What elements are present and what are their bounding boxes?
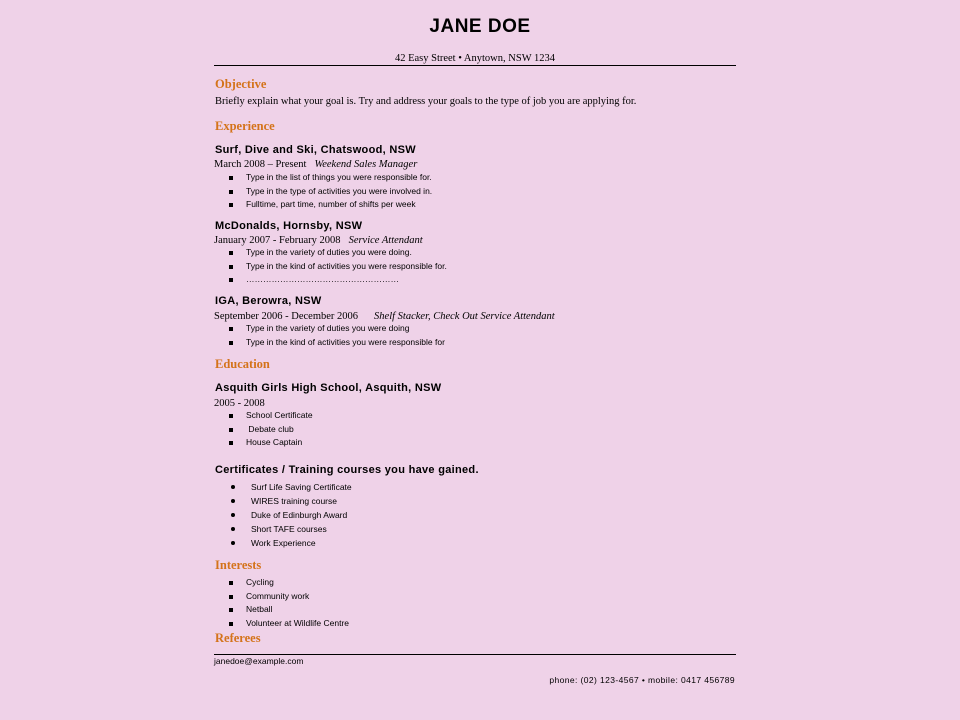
interests-heading: Interests	[215, 558, 262, 572]
list-item: Cycling	[229, 576, 349, 590]
footer-divider	[214, 654, 736, 655]
job-role: Service Attendant	[348, 235, 423, 246]
list-item: Surf Life Saving Certificate	[230, 480, 352, 494]
education-list	[229, 409, 313, 450]
school-dates: 2005 - 2008	[214, 398, 265, 409]
school-name: Asquith Girls High School, Asquith, NSW	[215, 382, 442, 394]
list-item: House Captain	[229, 436, 313, 450]
list-item: Work Experience	[230, 536, 352, 550]
list-item: Community work	[229, 590, 349, 604]
resume-name: JANE DOE	[429, 16, 531, 37]
job-role: Weekend Sales Manager	[314, 159, 418, 170]
list-item: Type in the kind of activities you were responsible for	[229, 336, 445, 350]
objective-heading: Objective	[215, 77, 267, 91]
job-duties-list	[229, 246, 447, 287]
certificates-list	[230, 480, 352, 550]
list-item: Fulltime, part time, number of shifts per week	[229, 198, 432, 212]
interests-list	[229, 576, 349, 630]
phone-numbers: phone: (02) 123-4567 • mobile: 0417 456789	[549, 675, 735, 685]
list-item: ………………………………………………	[229, 273, 447, 287]
list-item: Type in the type of activities you were involved in.	[229, 185, 432, 199]
job-dates: September 2006 - December 2006	[214, 311, 359, 322]
job-dates: January 2007 - February 2008	[214, 235, 341, 246]
education-heading: Education	[215, 357, 270, 371]
job-role: Shelf Stacker, Check Out Service Attendant	[374, 311, 555, 322]
address-line: 42 Easy Street • Anytown, NSW 1234	[394, 53, 556, 64]
list-item: Debate club	[229, 423, 313, 437]
job-employer: Surf, Dive and Ski, Chatswood, NSW	[215, 144, 416, 156]
certificates-title: Certificates / Training courses you have gained.	[215, 464, 479, 476]
job-dates: March 2008 – Present	[214, 159, 307, 170]
list-item: Type in the list of things you were responsible for.	[229, 171, 432, 185]
job-employer: McDonalds, Hornsby, NSW	[215, 220, 363, 232]
referees-heading: Referees	[215, 631, 261, 645]
list-item: Volunteer at Wildlife Centre	[229, 617, 349, 631]
job-duties-list	[229, 322, 445, 349]
objective-text: Briefly explain what your goal is. Try and address your goals to the type of job you are applying for.	[215, 96, 637, 107]
experience-heading: Experience	[215, 119, 275, 133]
header-divider	[214, 65, 736, 66]
list-item: Short TAFE courses	[230, 522, 352, 536]
job-duties-list	[229, 171, 432, 212]
email-address[interactable]: janedoe@example.com	[214, 656, 304, 666]
list-item: Type in the variety of duties you were doing	[229, 322, 445, 336]
job-dates-line	[214, 235, 423, 246]
list-item: WIRES training course	[230, 494, 352, 508]
list-item: Type in the kind of activities you were responsible for.	[229, 260, 447, 274]
job-dates-line	[214, 159, 417, 170]
list-item: Duke of Edinburgh Award	[230, 508, 352, 522]
list-item: Type in the variety of duties you were doing.	[229, 246, 447, 260]
list-item: School Certificate	[229, 409, 313, 423]
job-dates-line	[214, 311, 555, 322]
job-employer: IGA, Berowra, NSW	[215, 295, 322, 307]
list-item: Netball	[229, 603, 349, 617]
